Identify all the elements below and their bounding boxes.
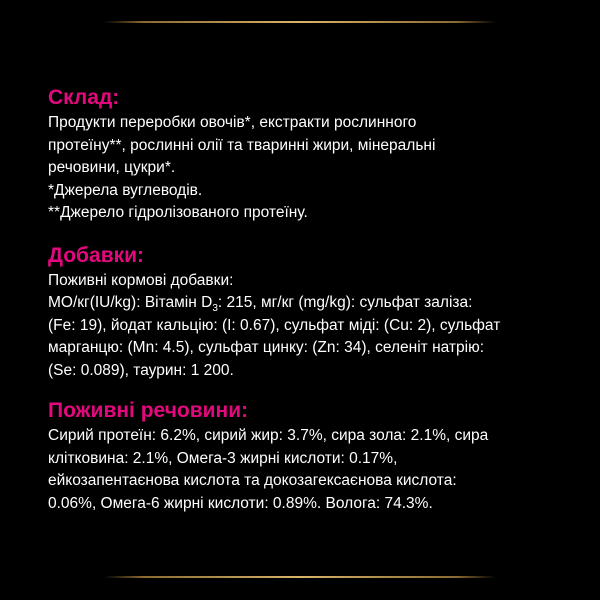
composition-section <box>48 86 568 225</box>
nutrients-line: Сирий протеїн: 6.2%, сирий жир: 3.7%, сира зола: 2.1%, сира <box>48 427 489 444</box>
composition-line: протеїну**, рослинні олії та тваринні жири, мінеральні <box>48 136 436 154</box>
vitamin-d-prefix: МО/кг(IU/kg): Вітамін D <box>48 294 213 311</box>
additives-section <box>48 244 568 383</box>
composition-line: речовини, цукри*. <box>48 159 176 176</box>
additives-line <box>48 292 568 315</box>
ingredients-panel <box>48 86 568 515</box>
additives-line: (Se: 0.089), таурин: 1 200. <box>48 361 234 379</box>
footnote-carbohydrates: *Джерела вуглеводів. <box>48 181 203 199</box>
footnote-hydrolyzed-protein: **Джерело гідролізованого протеїну. <box>48 204 308 221</box>
nutrients-line: клітковина: 2.1%, Омега-3 жирні кислоти: 0.17%, <box>48 449 398 467</box>
nutrients-line: ейкозапентаєнова кислота та докозагексаєнова кислота: <box>48 472 457 489</box>
composition-heading: Склад: <box>48 86 120 109</box>
additives-line: (Fe: 19), йодат кальцію: (I: 0.67), сульфат міді: (Cu: 2), сульфат <box>48 316 501 334</box>
additives-line: Поживні кормові добавки: <box>48 271 234 289</box>
nutrients-line: 0.06%, Омега-6 жирні кислоти: 0.89%. Волога: 74.3%. <box>48 494 433 512</box>
nutrients-text <box>48 425 568 515</box>
additives-heading: Добавки: <box>48 243 145 267</box>
nutrients-section <box>48 399 568 515</box>
vitamin-d-suffix: : 215, мг/кг (mg/kg): сульфат заліза: <box>217 294 473 311</box>
composition-line: Продукти переробки овочів*, екстракти рослинного <box>48 114 417 131</box>
top-gold-divider <box>104 21 496 23</box>
additives-text <box>48 270 568 383</box>
composition-text <box>48 112 568 225</box>
additives-line: марганцю: (Mn: 4.5), сульфат цинку: (Zn: 34), селеніт натрію: <box>48 339 485 356</box>
bottom-gold-divider <box>104 576 496 578</box>
nutrients-heading: Поживні речовини: <box>48 399 249 422</box>
vitamin-d-subscript: 3 <box>212 303 218 315</box>
